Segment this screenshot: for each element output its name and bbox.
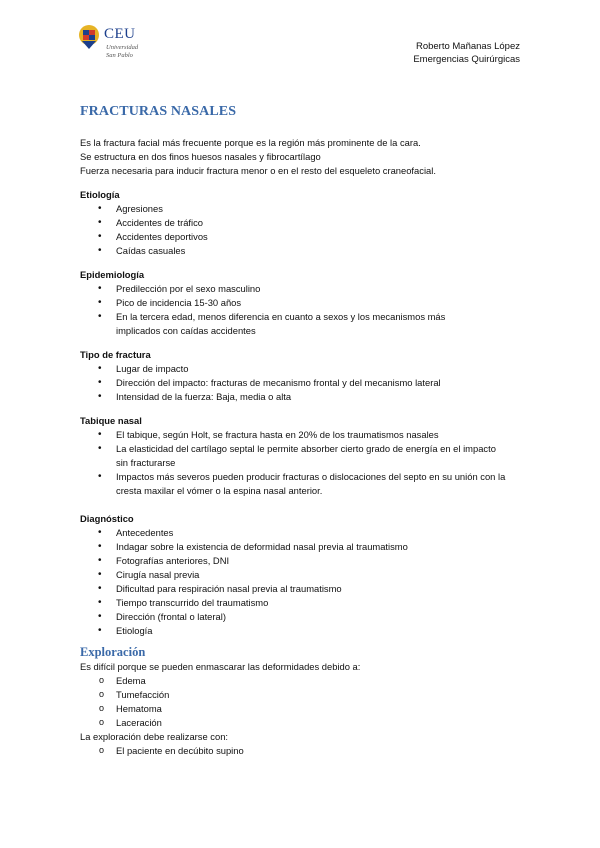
exploracion-text: La exploración debe realizarse con:	[80, 731, 229, 742]
list-item: • El tabique, según Holt, se fractura hasta en 20% de los traumatismos nasales	[80, 428, 520, 442]
list-item: • Dificultad para respiración nasal previa al traumatismo	[80, 582, 520, 596]
list-item: • En la tercera edad, menos diferencia en cuanto a sexos y los mecanismos más implicados con caídas accidentes	[80, 310, 520, 338]
logo-subtitle-1: Universidad	[106, 44, 139, 51]
epidemiologia-list	[80, 282, 520, 338]
list-item: • Intensidad de la fuerza: Baja, media o alta	[80, 390, 520, 404]
exploracion-list-1	[80, 674, 520, 730]
section-heading-tipo-fractura: Tipo de fractura	[80, 349, 151, 360]
section-heading-exploracion: Exploración	[80, 645, 146, 659]
etiologia-list	[80, 202, 520, 258]
list-item: • Tiempo transcurrido del traumatismo	[80, 596, 520, 610]
document-body	[80, 136, 520, 758]
list-item: • Fotografías anteriores, DNI	[80, 554, 520, 568]
exploracion-list-2	[80, 744, 520, 758]
list-item: o El paciente en decúbito supino	[80, 744, 520, 758]
university-logo	[78, 24, 168, 64]
list-item: • Etiología	[80, 624, 520, 638]
list-item: • Antecedentes	[80, 526, 520, 540]
section-heading-tabique-nasal: Tabique nasal	[80, 415, 142, 426]
list-item: o Laceración	[80, 716, 520, 730]
exploracion-text: Es difícil porque se pueden enmascarar las deformidades debido a:	[80, 661, 361, 672]
intro-line: Se estructura en dos finos huesos nasales y fibrocartílago	[80, 151, 321, 162]
ceu-shield-icon	[78, 24, 102, 56]
list-item: o Edema	[80, 674, 520, 688]
list-item: • Dirección del impacto: fracturas de mecanismo frontal y del mecanismo lateral	[80, 376, 520, 390]
list-item: • Cirugía nasal previa	[80, 568, 520, 582]
list-item: o Tumefacción	[80, 688, 520, 702]
list-item: • Agresiones	[80, 202, 520, 216]
list-item: • Dirección (frontal o lateral)	[80, 610, 520, 624]
section-heading-etiologia: Etiología	[80, 189, 120, 200]
intro-line: Es la fractura facial más frecuente porque es la región más prominente de la cara.	[80, 137, 421, 148]
tipo-fractura-list	[80, 362, 520, 404]
page-title: FRACTURAS NASALES	[80, 104, 237, 119]
list-item: • Indagar sobre la existencia de deformidad nasal previa al traumatismo	[80, 540, 520, 554]
list-item: • Accidentes de tráfico	[80, 216, 520, 230]
list-item: • Impactos más severos pueden producir fracturas o dislocaciones del septo en su unión con la cresta maxilar el vómer o la espina nasal anterior.	[80, 470, 520, 498]
section-heading-epidemiologia: Epidemiología	[80, 269, 145, 280]
section-heading-diagnostico: Diagnóstico	[80, 513, 134, 524]
tabique-nasal-list	[80, 428, 520, 498]
diagnostico-list	[80, 526, 520, 638]
header-author-block	[413, 40, 520, 66]
logo-text: CEU	[104, 26, 136, 42]
list-item: • Accidentes deportivos	[80, 230, 520, 244]
list-item: • Predilección por el sexo masculino	[80, 282, 520, 296]
logo-subtitle-2: San Pablo	[106, 52, 133, 59]
list-item: o Hematoma	[80, 702, 520, 716]
list-item: • Pico de incidencia 15-30 años	[80, 296, 520, 310]
course-name: Emergencias Quirúrgicas	[413, 54, 520, 65]
author-name: Roberto Mañanas López	[415, 41, 520, 52]
list-item: • Lugar de impacto	[80, 362, 520, 376]
intro-line: Fuerza necesaria para inducir fractura menor o en el resto del esqueleto craneofacial.	[80, 165, 436, 176]
list-item: • Caídas casuales	[80, 244, 520, 258]
list-item: • La elasticidad del cartílago septal le permite absorber cierto grado de energía en el impacto sin fracturarse	[80, 442, 520, 470]
